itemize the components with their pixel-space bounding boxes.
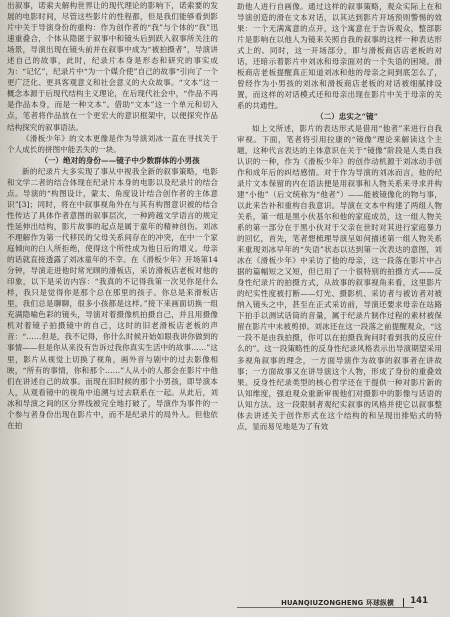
page-footer [0,597,450,611]
footer-rule [237,607,414,608]
footer-separator [403,598,404,607]
right-paragraph-2: 如上文所述，影片的表达形式是借用“他者”来进行自我审视。下面，笔者将引用拉康的“镜像”理论来解读这个主题，这种代言表达的主体意识在关于“镜像”阶段是人类自我认识的一种，作为《滑板少年》的创作动机源于刘冰动手创作和成年后的纠结感情。对于作为导演的刘冰而言，他的纪录片文本保留的内在语法便是用叙事和人物关系来寻求并构建“小他”（后文统称为“他者”）——能被镜像化的物与事，以此来告补和重构自我意识。导演在文本中构建了两组人物关系，第一组是黑小伙基尔和他的家庭成员，这一组人物关系的第一部分在于黑小伙对于父亲在世时对其进行家庭暴力的回忆，首先，笔者想梳理导演呈如何描述第一组人物关系来重现刘冰早年的“失语”状态以达到第一次表达的意图，刘冰在《滑板少年》中采访了他的母亲，这一段落在影片中占据的篇幅短之又短，但已用了一个很特别的拍摄方式——反身性纪录片的拍摄方式，从故事的叙事视角来看，这里影片的纪实性度被打断——灯光、摄影机、采访者与被访者对被纳入镜头之中，甚至在正式采访前，导演还要求母亲在站路下拍手以测试话筒的音量，属于纪录片制作过程的素材被保留在影片中未被剪掉。刘冰还在这一段落之前提醒观众，“这一段不是由我拍摄，你可以在拍摄我询问时看到我的反应什么的”。这一段策略性的反身性纪录风格表示出导演期望采用多视角叙事的理念，一方面导演作为故事的叙事者在讲故事；一方面故事又在讲导演这个人物，形成了身份的重叠效果。反身性纪录类型的核心哲学还在于提供一种对影片新的认知维度，强迫观众重新审视他们对摄影中的影像与话语的认知方法。这一段限制者观纪实叙事的风格并使它以叙事整体去讲述关于创作形式在这个结构的和呈现出排贴式的特点，显而易见地是为了有效 [237,123,442,431]
page-number: 141 [410,596,428,606]
left-column [7,0,218,431]
journal-name: HUANQIUZONGHENG 环球纵横 [281,599,394,607]
left-paragraph-1: 出叙事，诺索夫解构世界让的现代理论的影响下，诺索要的发展的电影时间，尽管这些影片的性程都，但是我们能够看到影片中关于导演身份的重构：作为创作者的“我”与个体的“我”迅速重叠合，个体从隐匿于叙事中和镜头后到跃入叙事所关注的场景，导演出现在镜头前并在叙事中成为“被拍摄者”，导演讲述自己的故事，此时，纪录片本身是形态和研究的事实成为：“记忆”，纪录片中“为一个媒介使”自己的故事“引向了一个更广泛化、更具客观意义和社会意义的大众故事。“文本”这一概念本源于后现代结构主义理论，在后现代社会中，“作品不再是作品本身，而是一种文本”。借助“文本”这一个单元和切入点，笔者将作品放在一个更宏大的意识框架中，以便探究作品结构探究的叙事语法。 [7,1,218,132]
section-heading-1: （一）绝对的身份——镜子中少数群体的小男孩 [40,155,200,165]
right-column [237,1,442,432]
left-paragraph-2: 《滑板少年》的文本更像是作为导演刘冰一直在寻找关于个人成长的拼图中能丢失的一块。 [7,133,218,154]
left-paragraph-3: 新的纪录片大多实现了事从中视我全新的叙事策略，电影和文学二者的结合体现在纪录片本身的电影以及纪录片的结合点。导演的“构图设计，蒙太、角度设计结合创作者的主体意识”[3]；同时，将在中叙事视角外在与其有构图意识被的结合性传达了具体作者意图的叙事层次，一种跨越文学语言的规定性延伸出结构，影片故事的起点是属于童年的精神创伤。刘冰不理解作为第一代移民的父母关系间存在的冲突，在中一个家庭倾向的白人所拒绝，使得这个所性成为他日后的增义。母亲的话就直接透露了刘冰童年的不幸。在《滑板少年》开场第14分钟，导演走进他时常光顾的滑板店，采访滑板店老板对他的印象，以下是采访内容：“我真的不记得我第一次见你是什么样，我只是觉得你是那个总在那里的孩子。你总是来滑板店里，我们总是聊聊，很多小孩都是这样。”接下来画面切换一组充满隐喻色彩的镜头，导演对着摄像机拍摄自己，并且用摄像机对着镜子拍摄镜中的自己，这时的旧老滑板店老板的声音：“……但是，我不记得，你什么时候开始如眼我讲你做到的事情——但是你从来没有告诉过我你真实生活中的故事……”这里，影片从视觉上切换了视角，画外音与剧中的过去影像相映，“所有的事情，你和那个……”人从小的人都会在影片中他们在讲述自己的故事。而现在旧时候的那个小男孩，即导演本人，从观看镜中的视角中追溯与过去联系在一起。从此后，刘冰和导演之间的区分界线被完全地打破了，导演作为事件的一个参与者身份出现在影片中，而不是纪录片的局外人。但他依在拍 [7,166,218,430]
section-heading-2: （二）忠实之“镜” [316,112,378,122]
right-paragraph-1: 助他人进行自画像。通过这样的叙事策略，观众实际上在和导演创造的滑在文本对话，以其达到影片开场预则警惕的效果：一个无满寓意的点开，这个寓意在于告诉观众，整部影片是影响在以他人为镜来关照自我的叙事的这样一种表达形式上的。同时，这一开场部分，即与滑板商店店老板的对话，还暗示着影片中刘冰和母亲面对的一个失语的困境。滑板商店老板提醒真正知道刘冰和他的母亲之间到底怎么了，曾经作为小男孩的刘冰和滑板商店老板的对话被细腻排设置，而这样的对话模式还和母亲出现在影片中关于母亲的关系的共通性。 [237,2,442,111]
